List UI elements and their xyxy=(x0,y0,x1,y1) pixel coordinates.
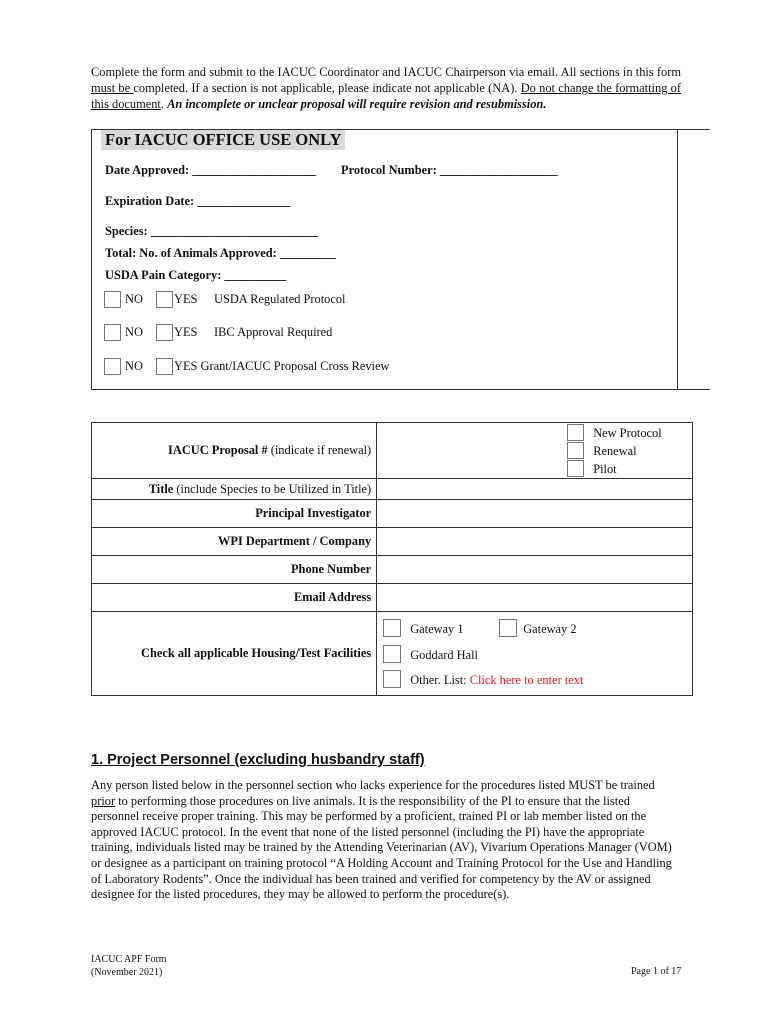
cross-review-no-label: NO xyxy=(125,359,143,373)
department-label: WPI Department / Company xyxy=(92,528,377,556)
section-1-heading: 1. Project Personnel (excluding husbandry staff) xyxy=(91,752,425,768)
pilot-checkbox[interactable] xyxy=(567,460,584,477)
cross-review-yes-label: YES Grant/IACUC Proposal Cross Review xyxy=(174,359,390,373)
table-row xyxy=(92,500,693,528)
section-1-text-b: to performing those procedures on live animals. It is the responsibility of the PI to ensure that the listed personnel receive proper training. This may be performed by a proficient, trained PI or lab member listed on the approved IACUC protocol. In the event that none of the listed personnel (including the PI) have the appropriate training, individuals listed may be trained by the Attending Veterinarian (AV), Vivarium Operations Manager (VOM) or designee as a participant on training protocol “A Holding Account and Training Protocol for the Use and Handling of Laboratory Rodents”. Once the individual has been trained and verified for competency by the AV or assigned designee for the listed procedures, they may be allowed to perform the procedure(s). xyxy=(91,793,672,902)
usda-pain-category-field[interactable]: USDA Pain Category: __________ xyxy=(105,268,287,282)
date-approved-field[interactable]: Date Approved: ____________________ xyxy=(105,163,317,177)
proposal-number-label-bold: IACUC Proposal # xyxy=(168,443,268,457)
office-box-rule-bottom xyxy=(678,389,710,390)
ibc-approval-row xyxy=(104,324,404,342)
usda-yes-label: YES xyxy=(174,292,198,306)
ibc-yes-checkbox[interactable] xyxy=(156,324,173,341)
cross-review-row xyxy=(104,358,434,376)
goddard-hall-checkbox[interactable] xyxy=(383,645,401,663)
gateway2-label: Gateway 2 xyxy=(523,622,577,636)
email-address-label: Email Address xyxy=(92,584,377,612)
other-facility-line xyxy=(410,673,583,688)
phone-number-label: Phone Number xyxy=(92,556,377,584)
ibc-no-label: NO xyxy=(125,325,143,339)
instructions-do-not-change: Do not change the formatting of this document xyxy=(91,81,682,111)
principal-investigator-input-cell[interactable] xyxy=(377,500,693,528)
instructions-period: . xyxy=(160,97,168,111)
gateway1-label: Gateway 1 xyxy=(410,622,464,636)
principal-investigator-label: Principal Investigator xyxy=(92,500,377,528)
proposal-number-label xyxy=(92,423,377,479)
renewal-checkbox[interactable] xyxy=(567,442,584,459)
housing-facilities-label: Check all applicable Housing/Test Facilities xyxy=(92,612,377,696)
protocol-number-field[interactable]: Protocol Number: ___________________ xyxy=(341,163,558,177)
renewal-label: Renewal xyxy=(593,444,637,458)
other-facility-input[interactable]: Click here to enter text xyxy=(469,673,584,687)
section-1-text-a: Any person listed below in the personnel section who lacks experience for the procedures listed MUST be trained xyxy=(91,778,655,792)
other-facility-label: Other. List: xyxy=(410,673,470,687)
title-label-note: (include Species to be Utilized in Title) xyxy=(173,481,372,496)
phone-number-input-cell[interactable] xyxy=(377,556,693,584)
footer-form-info xyxy=(91,953,167,979)
instructions-text: Complete the form and submit to the IACUC Coordinator and IACUC Chairperson via email. All sections in this form xyxy=(91,65,681,79)
section-1-paragraph xyxy=(91,778,681,903)
goddard-hall-label: Goddard Hall xyxy=(410,648,478,662)
gateway1-checkbox[interactable] xyxy=(383,619,401,637)
housing-facilities-cell xyxy=(377,612,693,696)
usda-no-checkbox[interactable] xyxy=(104,291,121,308)
ibc-no-checkbox[interactable] xyxy=(104,324,121,341)
table-row xyxy=(92,423,693,479)
usda-regulated-label: USDA Regulated Protocol xyxy=(214,292,346,306)
title-label xyxy=(92,479,377,500)
office-box-rule-top xyxy=(678,129,710,130)
footer-form-date: (November 2021) xyxy=(91,967,163,978)
email-address-input-cell[interactable] xyxy=(377,584,693,612)
table-row xyxy=(92,556,693,584)
cross-review-no-checkbox[interactable] xyxy=(104,358,121,375)
footer-form-name: IACUC APF Form xyxy=(91,954,167,965)
instructions-warning: An incomplete or unclear proposal will require revision and resubmission. xyxy=(167,97,547,111)
proposal-number-cell[interactable] xyxy=(377,423,693,479)
cross-review-yes-checkbox[interactable] xyxy=(156,358,173,375)
proposal-number-label-note: (indicate if renewal) xyxy=(267,443,372,457)
usda-regulated-row xyxy=(104,291,404,309)
instructions-paragraph xyxy=(91,64,681,112)
usda-no-label: NO xyxy=(125,292,143,306)
department-input-cell[interactable] xyxy=(377,528,693,556)
pilot-label: Pilot xyxy=(593,462,617,476)
other-facility-checkbox[interactable] xyxy=(383,670,401,688)
office-use-title: For IACUC OFFICE USE ONLY xyxy=(101,130,345,150)
usda-yes-checkbox[interactable] xyxy=(156,291,173,308)
new-protocol-label: New Protocol xyxy=(593,426,662,440)
new-protocol-checkbox[interactable] xyxy=(567,424,584,441)
species-field[interactable]: Species: ___________________________ xyxy=(105,224,319,238)
total-animals-field[interactable]: Total: No. of Animals Approved: _________ xyxy=(105,246,336,260)
instructions-must-be: must be xyxy=(91,81,134,95)
title-label-bold: Title xyxy=(148,481,174,496)
table-row xyxy=(92,612,693,696)
ibc-approval-label: IBC Approval Required xyxy=(214,325,333,339)
table-row xyxy=(92,479,693,500)
ibc-yes-label: YES xyxy=(174,325,198,339)
section-1-prior: prior xyxy=(91,793,116,808)
title-input-cell[interactable] xyxy=(377,479,693,500)
footer-page-number: Page 1 of 17 xyxy=(631,966,682,977)
table-row xyxy=(92,584,693,612)
table-row xyxy=(92,528,693,556)
gateway2-checkbox[interactable] xyxy=(499,619,517,637)
expiration-date-field[interactable]: Expiration Date: _______________ xyxy=(105,194,291,208)
protocol-info-table xyxy=(91,422,693,696)
instructions-text-2: completed. If a section is not applicable, please indicate not applicable (NA). xyxy=(133,81,521,95)
